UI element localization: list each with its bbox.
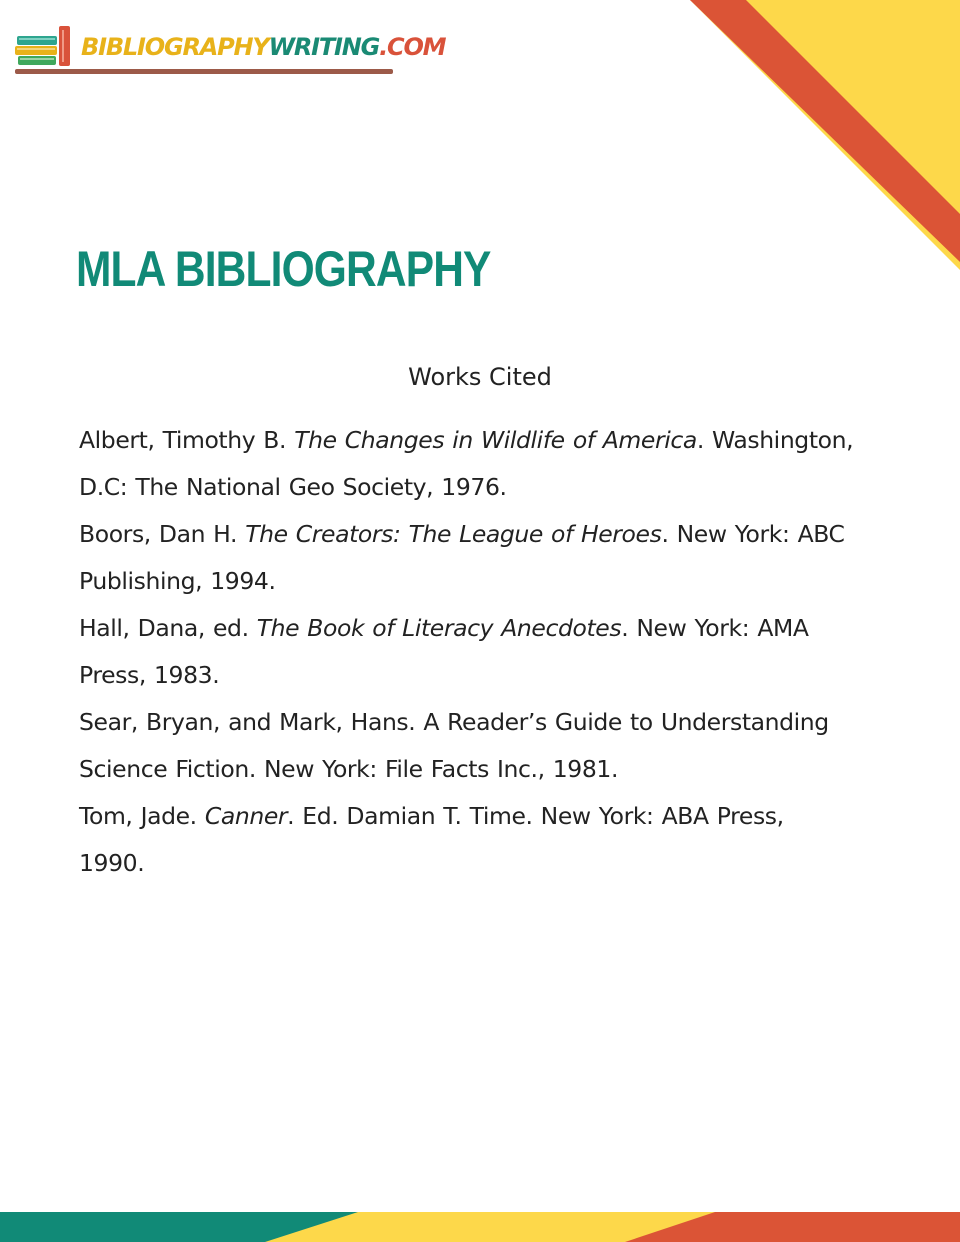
citation-line: 1990.	[79, 849, 145, 877]
logo-text-bibliography: BIBLIOGRAPHY	[81, 33, 269, 61]
citation-line	[79, 793, 879, 840]
citation-entry	[79, 511, 879, 605]
citation-author: Boors, Dan H.	[79, 520, 246, 548]
citation-publication: . Washington,	[696, 426, 854, 454]
citation-publication: . Ed. Damian T. Time. New York: ABA Press,	[287, 802, 784, 830]
citation-line: D.C: The National Geo Society, 1976.	[79, 473, 507, 501]
citation-author: Tom, Jade.	[79, 802, 205, 830]
site-logo[interactable]	[15, 22, 446, 77]
citation-title: Canner	[204, 802, 288, 830]
citation-publication: . New York: AMA	[621, 614, 809, 642]
logo-text-com: .COM	[379, 33, 446, 61]
logo-underline	[15, 69, 393, 74]
logo-wordmark	[81, 32, 445, 62]
citation-line: Press, 1983.	[79, 661, 220, 689]
citation-author: Albert, Timothy B.	[79, 426, 295, 454]
citation-line	[79, 511, 879, 558]
bottom-stripe-decoration	[0, 1212, 960, 1242]
works-cited-heading: Works Cited	[408, 363, 552, 391]
page-title: MLA BIBLIOGRAPHY	[76, 241, 491, 297]
citation-line	[79, 699, 879, 746]
logo-text-writing: WRITING	[268, 33, 380, 61]
corner-decoration	[690, 0, 960, 270]
citation-entry	[79, 605, 879, 699]
citation-line: Publishing, 1994.	[79, 567, 276, 595]
citation-entry	[79, 699, 879, 793]
books-icon	[15, 22, 77, 72]
citation-line	[79, 417, 879, 464]
citation-author: Hall, Dana, ed.	[79, 614, 257, 642]
citation-publication: . New York: ABC	[661, 520, 845, 548]
citation-line: Science Fiction. New York: File Facts Inc., 1981.	[79, 755, 619, 783]
works-cited-list	[79, 417, 879, 887]
citation-title: The Changes in Wildlife of America	[294, 426, 697, 454]
citation-entry	[79, 793, 879, 887]
citation-title: The Book of Literacy Anecdotes	[256, 614, 622, 642]
citation-line	[79, 605, 879, 652]
citation-author: Sear, Bryan, and Mark, Hans. A Reader’s Guide to Understanding	[79, 708, 829, 736]
citation-title: The Creators: The League of Heroes	[245, 520, 662, 548]
citation-entry	[79, 417, 879, 511]
